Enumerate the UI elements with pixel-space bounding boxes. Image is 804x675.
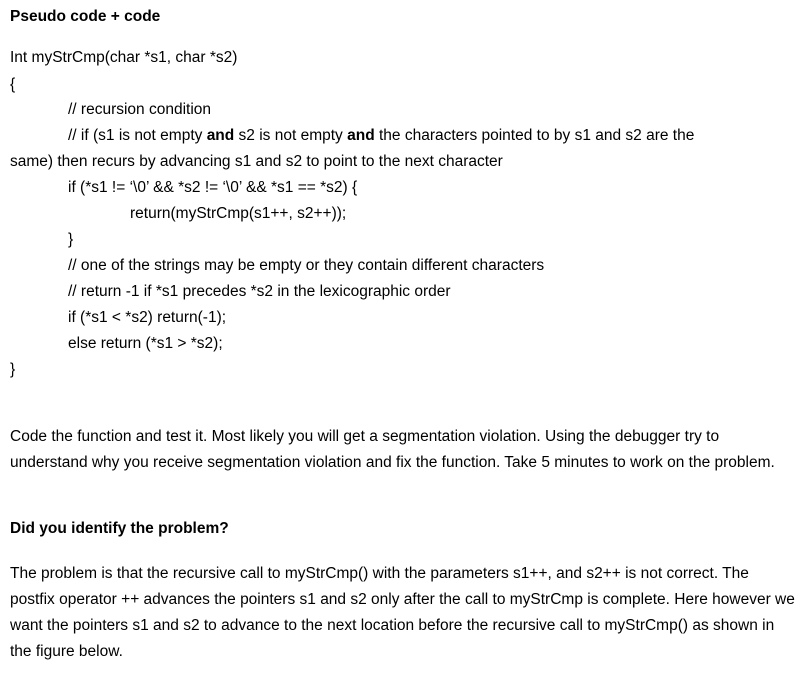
- comment-if-continuation: same) then recurs by advancing s1 and s2 to point to the next character: [10, 153, 503, 170]
- close-brace: }: [10, 361, 16, 378]
- section-heading: Pseudo code + code: [10, 8, 161, 25]
- comment-if-condition: [68, 126, 694, 146]
- comment-if-text-2: s2 is not empty: [234, 127, 348, 144]
- if-less-statement: if (*s1 < *s2) return(-1);: [68, 309, 227, 326]
- comment-if-and-1: and: [206, 127, 235, 144]
- question-heading: Did you identify the problem?: [10, 520, 229, 537]
- answer-paragraph: The problem is that the recursive call to myStrCmp() with the parameters s1++, and s2++ is not correct. The postfix operator ++ advances the pointers s1 and s2 only after the call to myStrCmp is complete. Here however we want the pointers s1 and s2 to advance to the next location before the recursive call to myStrCmp() as shown in the figure below.: [10, 565, 795, 660]
- function-signature: Int myStrCmp(char *s1, char *s2): [10, 49, 238, 66]
- task-paragraph: Code the function and test it. Most likely you will get a segmentation violation. Using the debugger try to understand why you receive segmentation violation and fix the function. Take 5 minutes to work on the problem.: [10, 428, 775, 471]
- comment-if-text-3: the characters pointed to by s1 and s2 are the: [374, 127, 695, 144]
- comment-recursion-condition: // recursion condition: [68, 101, 212, 118]
- open-brace: {: [10, 76, 16, 93]
- comment-if-text-1: // if (s1 is not empty: [68, 127, 207, 144]
- comment-if-and-2: and: [347, 127, 375, 144]
- else-return-statement: else return (*s1 > *s2);: [68, 335, 223, 352]
- inner-close-brace: }: [68, 231, 74, 248]
- recursive-return-statement: return(myStrCmp(s1++, s2++));: [130, 205, 347, 222]
- if-statement: if (*s1 != ‘\0’ && *s2 != ‘\0’ && *s1 == *s2) {: [68, 179, 358, 196]
- comment-return-lexicographic: // return -1 if *s1 precedes *s2 in the lexicographic order: [68, 283, 451, 300]
- comment-strings-empty: // one of the strings may be empty or they contain different characters: [68, 257, 545, 274]
